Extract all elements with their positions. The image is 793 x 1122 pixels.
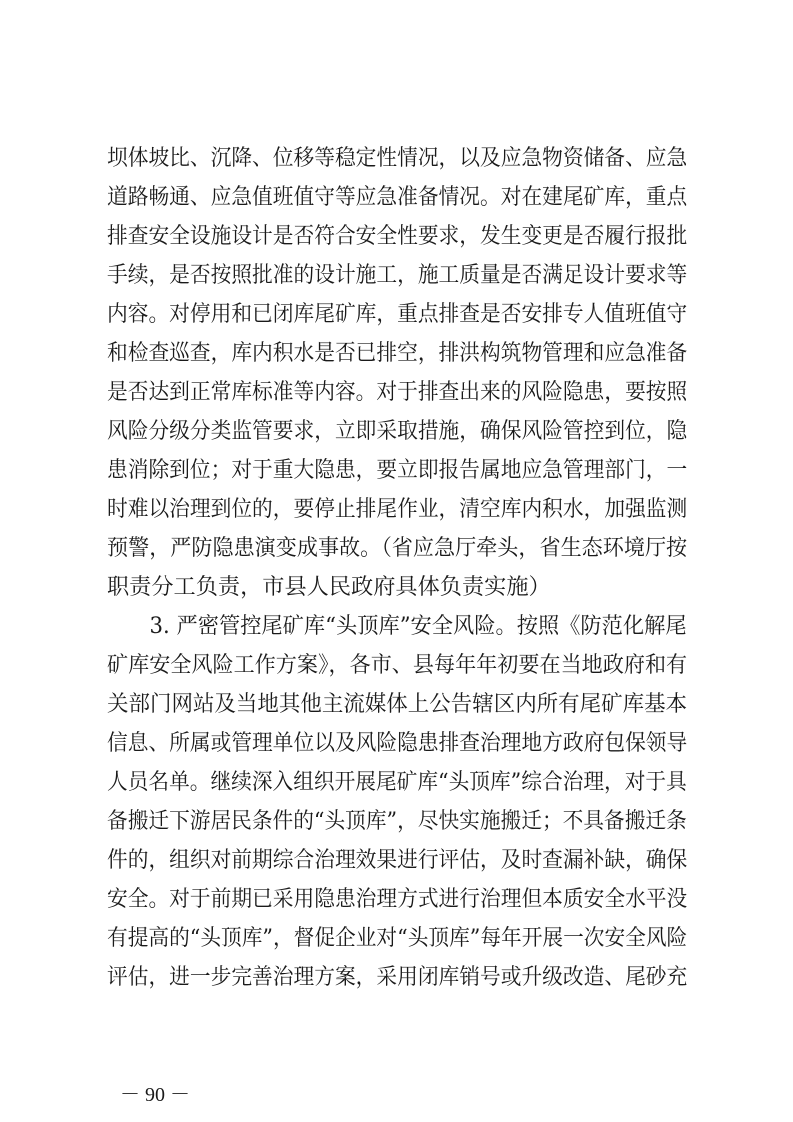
- page-number: － 90 －: [120, 1084, 190, 1106]
- body-text-line: 有提高的“头顶库”，督促企业对“头顶库”每年开展一次安全风险: [107, 925, 688, 951]
- body-text-line: 手续，是否按照批准的设计施工，施工质量是否满足设计要求等: [107, 262, 688, 288]
- body-text-line: 矿库安全风险工作方案》，各市、县每年年初要在当地政府和有: [107, 652, 688, 678]
- body-text-line: 人员名单。继续深入组织开展尾矿库“头顶库”综合治理，对于具: [107, 769, 687, 795]
- body-text-line: 和检查巡查，库内积水是否已排空，排洪构筑物管理和应急准备: [107, 340, 688, 366]
- body-text-line: 时难以治理到位的，要停止排尾作业，清空库内积水，加强监测: [107, 496, 688, 522]
- body-text-line: 是否达到正常库标准等内容。对于排查出来的风险隐患，要按照: [107, 379, 688, 405]
- body-text-line: 职责分工负责，市县人民政府具体负责实施）: [107, 574, 551, 600]
- body-text-line: 3. 严密管控尾矿库“头顶库”安全风险。按照《防范化解尾: [107, 613, 687, 639]
- body-text-line: 道路畅通、应急值班值守等应急准备情况。对在建尾矿库，重点: [107, 184, 688, 210]
- body-text-line: 排查安全设施设计是否符合安全性要求，发生变更是否履行报批: [107, 223, 688, 249]
- body-text-line: 关部门网站及当地其他主流媒体上公告辖区内所有尾矿库基本: [107, 691, 688, 717]
- body-text-line: 患消除到位；对于重大隐患，要立即报告属地应急管理部门，一: [107, 457, 688, 483]
- body-text-line: 安全。对于前期已采用隐患治理方式进行治理但本质安全水平没: [107, 886, 688, 912]
- body-text-line: 信息、所属或管理单位以及风险隐患排查治理地方政府包保领导: [107, 730, 688, 756]
- body-text-line: 评估，进一步完善治理方案，采用闭库销号或升级改造、尾砂充: [107, 964, 688, 990]
- body-text-line: 件的，组织对前期综合治理效果进行评估，及时查漏补缺，确保: [107, 847, 688, 873]
- body-text-line: 坝体坡比、沉降、位移等稳定性情况，以及应急物资储备、应急: [107, 145, 688, 171]
- body-text-line: 风险分级分类监管要求，立即采取措施，确保风险管控到位，隐: [107, 418, 688, 444]
- body-text-line: 内容。对停用和已闭库尾矿库，重点排查是否安排专人值班值守: [107, 301, 688, 327]
- body-text-line: 预警，严防隐患演变成事故。（省应急厅牵头，省生态环境厅按: [107, 535, 688, 561]
- body-text-line: 备搬迁下游居民条件的“头顶库”，尽快实施搬迁；不具备搬迁条: [107, 808, 687, 834]
